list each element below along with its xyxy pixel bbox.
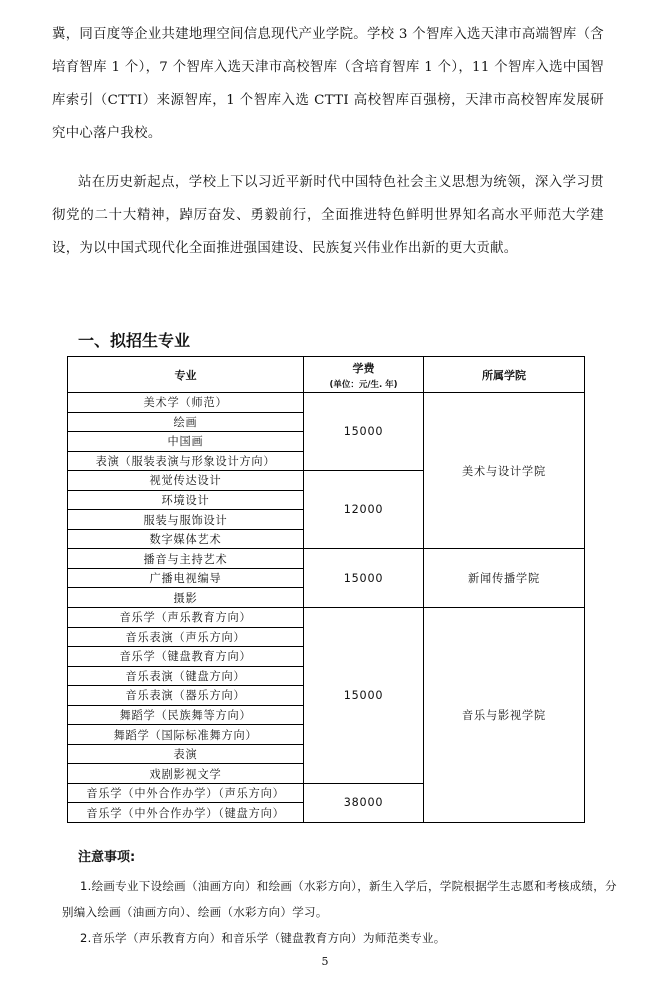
- note-item-1: 1.绘画专业下设绘画（油画方向）和绘画（水彩方向），新生入学后，学院根据学生志愿和考核成绩，分别编入绘画（油画方向）、绘画（水彩方向）学习。: [62, 879, 617, 919]
- major-cell: 中国画: [68, 432, 304, 452]
- major-cell: 戏剧影视文学: [68, 764, 304, 784]
- section-title: 一、拟招生专业: [78, 331, 191, 350]
- table-row: [68, 549, 585, 569]
- major-cell: 音乐表演（声乐方向）: [68, 627, 304, 647]
- majors-table: [67, 356, 585, 823]
- college-cell: 音乐与影视学院: [424, 608, 585, 823]
- major-cell: 广播电视编导: [68, 568, 304, 588]
- fee-cell: 15000: [304, 393, 424, 471]
- major-cell: 音乐学（声乐教育方向）: [68, 608, 304, 628]
- major-cell: 播音与主持艺术: [68, 549, 304, 569]
- major-cell: 舞蹈学（民族舞等方向）: [68, 705, 304, 725]
- fee-cell: 15000: [304, 608, 424, 784]
- fee-cell: 38000: [304, 783, 424, 822]
- major-cell: 表演（服装表演与形象设计方向）: [68, 451, 304, 471]
- intro-paragraph-2: 站在历史新起点，学校上下以习近平新时代中国特色社会主义思想为统领，深入学习贯彻党的二十大精神，踔厉奋发、勇毅前行，全面推进特色鲜明世界知名高水平师范大学建设，为以中国式现代化全面推进强国建设、民族复兴伟业作出新的更大贡献。: [52, 175, 604, 256]
- major-cell: 音乐表演（器乐方向）: [68, 686, 304, 706]
- major-cell: 音乐学（键盘教育方向）: [68, 647, 304, 667]
- major-cell: 舞蹈学（国际标准舞方向）: [68, 725, 304, 745]
- major-cell: 表演: [68, 744, 304, 764]
- major-cell: 音乐表演（键盘方向）: [68, 666, 304, 686]
- major-cell: 数字媒体艺术: [68, 529, 304, 549]
- major-cell: 服装与服饰设计: [68, 510, 304, 530]
- fee-cell: 12000: [304, 471, 424, 549]
- notes-title: 注意事项:: [78, 850, 136, 865]
- header-fee-label: 学费: [352, 361, 375, 375]
- intro-paragraph-1: 冀，同百度等企业共建地理空间信息现代产业学院。学校 3 个智库入选天津市高端智库（含培育智库 1 个），7 个智库入选天津市高校智库（含培育智库 1 个），11 个智库入选中国智库索引（CTTI）来源智库，1 个智库入选 CTTI 高校智库百强榜，天津市高校智库发展研究中心落户我校。: [52, 27, 604, 141]
- table-row: [68, 608, 585, 628]
- major-cell: 绘画: [68, 412, 304, 432]
- major-cell: 美术学（师范）: [68, 393, 304, 413]
- fee-cell: 15000: [304, 549, 424, 608]
- major-cell: 音乐学（中外合作办学）（键盘方向）: [68, 803, 304, 823]
- header-fee-unit: (单位：元/生. 年): [329, 379, 398, 390]
- major-cell: 摄影: [68, 588, 304, 608]
- header-college: 所属学院: [424, 357, 585, 393]
- header-major: 专业: [68, 357, 304, 393]
- major-cell: 环境设计: [68, 490, 304, 510]
- table-row: [68, 393, 585, 413]
- college-cell: 新闻传播学院: [424, 549, 585, 608]
- page-number: 5: [321, 955, 329, 968]
- header-fee: [304, 357, 424, 393]
- college-cell: 美术与设计学院: [424, 393, 585, 549]
- major-cell: 音乐学（中外合作办学）（声乐方向）: [68, 783, 304, 803]
- table-header-row: [68, 357, 585, 393]
- note-item-2: 2.音乐学（声乐教育方向）和音乐学（键盘教育方向）为师范类专业。: [80, 931, 446, 945]
- major-cell: 视觉传达设计: [68, 471, 304, 491]
